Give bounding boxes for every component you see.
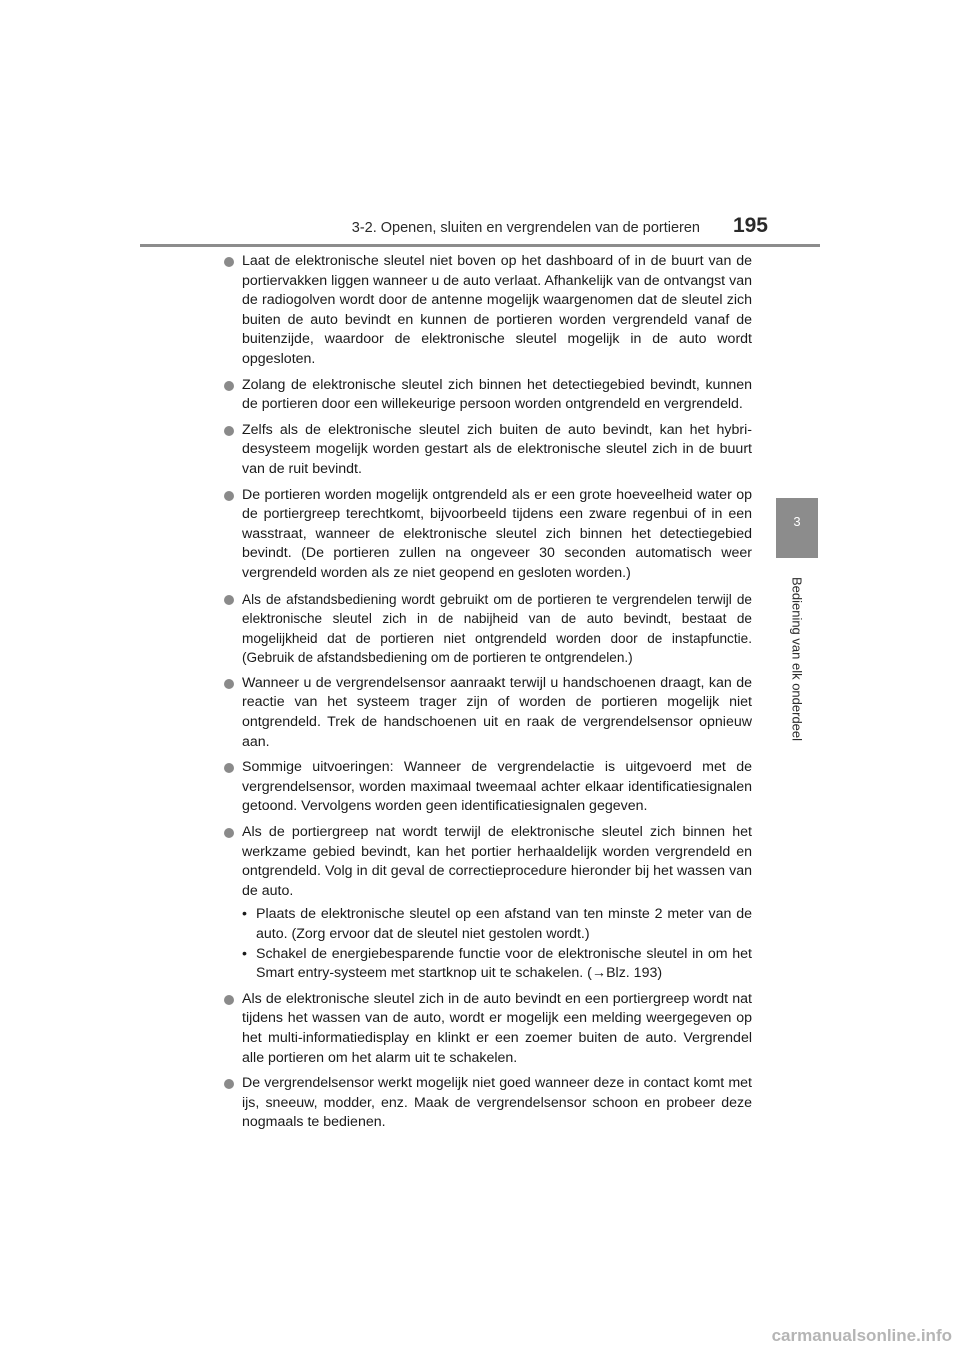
chapter-number: 3	[793, 514, 801, 529]
bullet-text: Als de portiergreep nat wordt terwijl de elektronische sleutel zich binnen het werkzame gebied bevindt, kan het portier herhaaldelijk worden vergrendeld en ontgrendeld. Volg in dit geval de correctieprocedure hieronder bij het wassen van de auto.	[242, 824, 752, 899]
section-title: 3-2. Openen, sluiten en vergrendelen van de portieren	[351, 220, 700, 236]
bullet-text: Als de elektronische sleutel zich in de auto bevindt en een portiergreep wordt nat tijdens het wassen van de auto, wordt er mogelijk een melding weergegeven op het multi-informatiedisplay en klinkt er een zoemer buiten de auto. Vergrendel alle portieren om het alarm uit te schakelen.	[242, 990, 752, 1066]
bullet-text: Sommige uitvoeringen: Wanneer de vergrendelactie is uitgevoerd met de vergrendelsensor, worden maximaal tweemaal achter elkaar identificatiesignalen getoond. Vervolgens worden geen identificatiesignalen gegeven.	[242, 759, 752, 815]
bullet-text: De vergrendelsensor werkt mogelijk niet goed wanneer deze in contact komt met ijs, sneeuw, modder, enz. Maak de vergrendelsensor schoon en probeer deze nogmaals te bedienen.	[242, 1075, 752, 1131]
bullet-text: Zelfs als de elektronische sleutel zich buiten de auto bevindt, kan het hybridesysteem mogelijk worden gestart als de elektronische sleutel zich in de buurt van de ruit bevindt.	[242, 421, 752, 477]
chapter-label	[789, 564, 805, 754]
bullet-dot-icon	[224, 763, 234, 773]
bullet-dot-icon	[224, 595, 234, 605]
sub-item-text: Plaats de elektronische sleutel op een afstand van ten minste 2 meter van de auto. (Zorg ervoor dat de sleutel niet gestolen wordt.)	[256, 906, 752, 942]
sub-bullet-icon: •	[242, 906, 247, 923]
bullet-dot-icon	[224, 679, 234, 689]
bullet-dot-icon	[224, 381, 234, 391]
sub-list	[242, 905, 752, 983]
bullet-item	[222, 758, 752, 817]
chapter-tab[interactable]	[776, 498, 818, 558]
bullet-text: De portieren worden mogelijk ontgrendeld als er een grote hoeveelheid water op de portiergreep terechtkomt, bijvoorbeeld tijdens een zware regenbui of in een wasstraat, wanneer de elektronische sleutel zich binnen het detectiegebied bevindt. (De portieren zullen na ongeveer 30 seconden automatisch weer vergrendeld worden als ze niet geopend en gesloten worden.)	[242, 486, 752, 581]
chapter-label-text: Bediening van elk onderdeel	[789, 576, 805, 742]
bullet-dot-icon	[224, 828, 234, 838]
bullet-dot-icon	[224, 257, 234, 267]
sub-list-item	[242, 945, 752, 984]
watermark: carmanualsonline.info	[771, 1326, 952, 1345]
page-number: 195	[732, 214, 768, 237]
bullet-item	[222, 674, 752, 752]
bullet-item	[222, 590, 752, 668]
bullet-item	[222, 823, 752, 901]
bullet-item	[222, 376, 752, 415]
bullet-text: Laat de elektronische sleutel niet boven op het dashboard of in de buurt van de portiervakken liggen wanneer u de auto verlaat. Afhankelijk van de ontvangst van de radiogolven wordt door de antenne mogelijk waargenomen dat de sleutel zich buiten de auto bevindt en kunnen de portieren worden vergrendeld vanaf de buitenzijde, waardoor de elektronische sleutel mogelijk in de auto wordt opgesloten.	[242, 253, 752, 367]
page-header	[140, 214, 820, 246]
bullet-dot-icon	[224, 426, 234, 436]
bullet-dot-icon	[224, 491, 234, 501]
bullet-item	[222, 486, 752, 584]
page-content	[222, 252, 752, 1139]
sub-item-text: Schakel de energiebesparende functie voor de elektronische sleutel in om het Smart entry-systeem met startknop uit te schakelen. (→Blz. 193)	[256, 945, 752, 982]
header-divider	[140, 244, 820, 247]
bullet-item	[222, 990, 752, 1068]
bullet-dot-icon	[224, 995, 234, 1005]
bullet-item	[222, 421, 752, 480]
sub-bullet-icon: •	[242, 945, 247, 962]
bullet-item	[222, 252, 752, 370]
bullet-text: Wanneer u de vergrendelsensor aanraakt terwijl u handschoenen draagt, kan de reactie van het systeem trager zijn of worden de portieren mogelijk niet ontgrendeld. Trek de handschoenen uit en raak de vergrendelsensor opnieuw aan.	[242, 674, 752, 750]
bullet-text: Zolang de elektronische sleutel zich binnen het detectiegebied bevindt, kunnen de portieren door een willekeurige persoon worden ontgrendeld en vergrendeld.	[242, 376, 752, 413]
bullet-item	[222, 1074, 752, 1133]
bullet-dot-icon	[224, 1079, 234, 1089]
bullet-text: Als de afstandsbediening wordt gebruikt om de portieren te vergrendelen terwijl de elektronische sleutel zich in de nabijheid van de auto bevindt, bestaat de mogelijkheid dat de portieren niet ontgrendeld worden door de instapfunctie. (Gebruik de afstandsbediening om de portieren te ontgrendelen.)	[242, 591, 752, 666]
sub-list-item	[242, 905, 752, 944]
